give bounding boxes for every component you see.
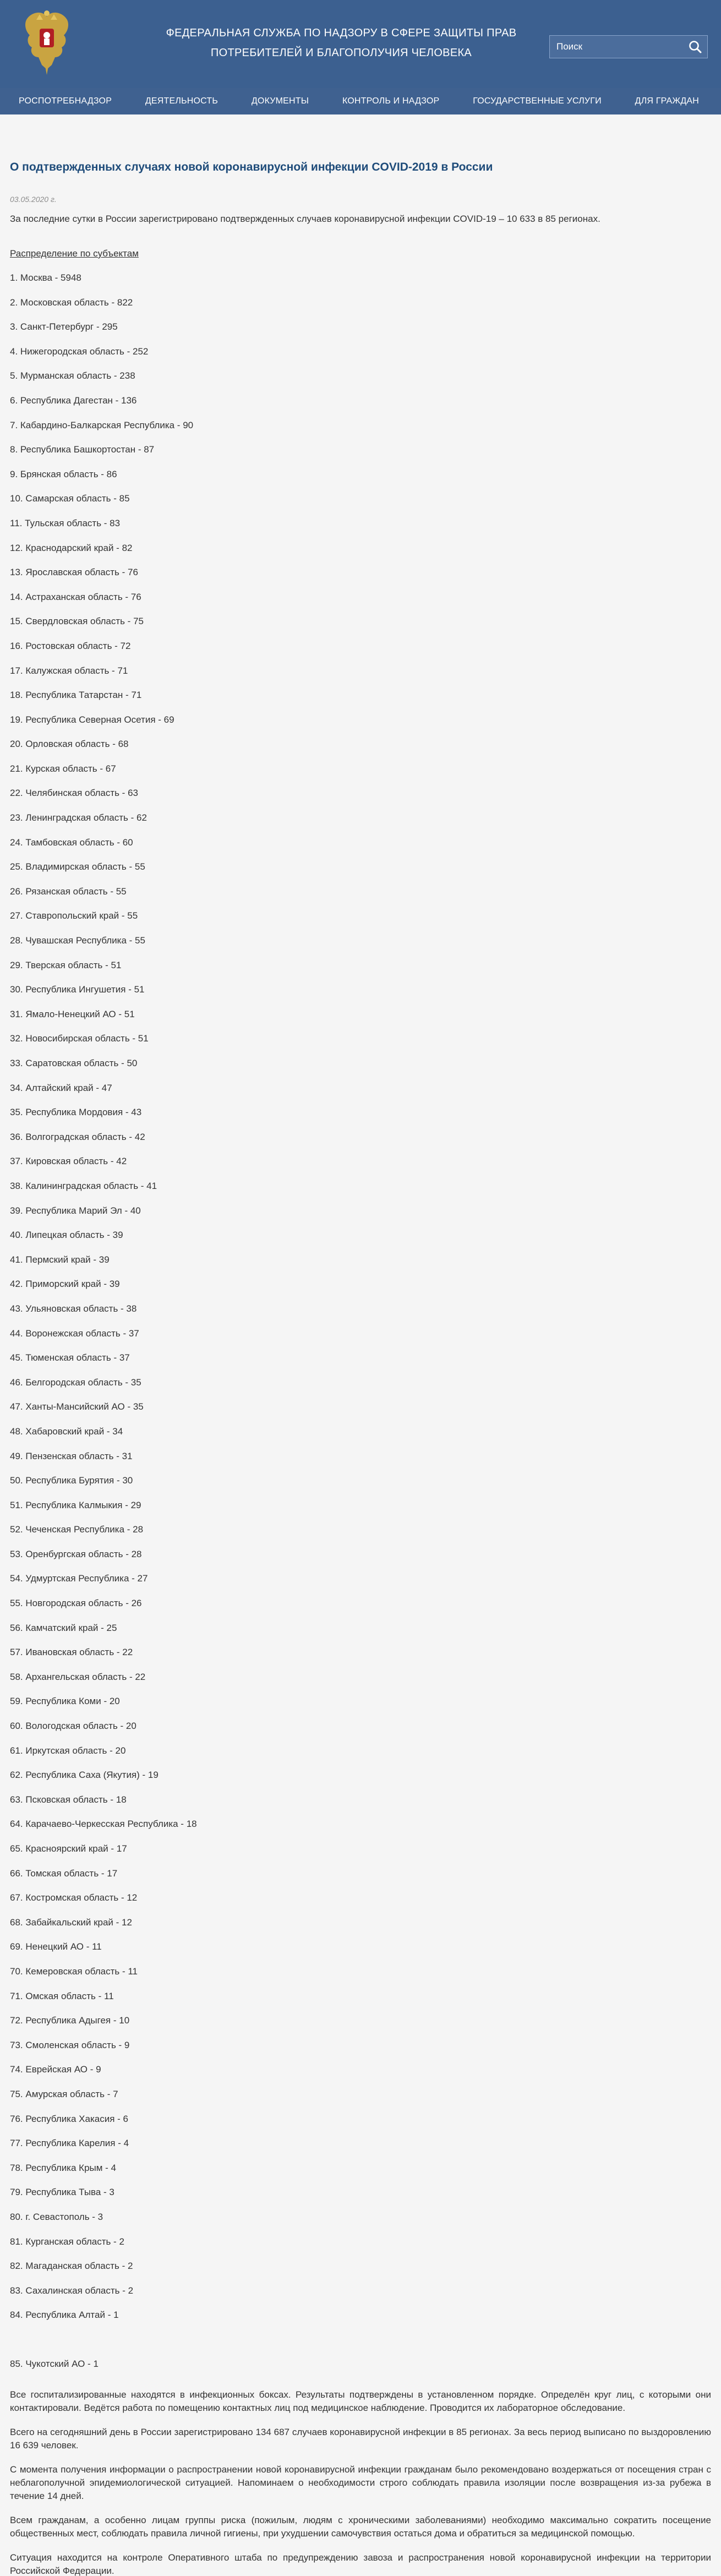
region-item: 6. Республика Дагестан - 136 (10, 395, 137, 406)
region-item: 39. Республика Марий Эл - 40 (10, 1205, 141, 1216)
nav-item-control[interactable]: КОНТРОЛЬ И НАДЗОР (342, 96, 440, 106)
region-item: 64. Карачаево-Черкесская Республика - 18 (10, 1819, 197, 1830)
region-item: 81. Курганская область - 2 (10, 2236, 124, 2247)
region-item: 85. Чукотский АО - 1 (10, 2359, 99, 2370)
region-item: 70. Кемеровская область - 11 (10, 1966, 138, 1977)
article-paragraph: Ситуация находится на контроле Оперативного штаба по предупреждению завоза и распространения новой коронавирусной инфекции на территории Российской Федерации. (10, 2552, 711, 2576)
region-item: 82. Магаданская область - 2 (10, 2261, 133, 2272)
region-item: 15. Свердловская область - 75 (10, 616, 144, 627)
region-item: 78. Республика Крым - 4 (10, 2162, 117, 2173)
region-item: 28. Чувашская Республика - 55 (10, 935, 145, 946)
article-paragraph: Все госпитализированные находятся в инфекционных боксах. Результаты подтверждены в установленном порядке. Определён круг лиц, с которыми они контактировали. Ведётся работа по помещению контактных лиц под медицинское наблюдение. Проводится их лабораторное обследование. (10, 2389, 711, 2414)
region-item: 84. Республика Алтай - 1 (10, 2310, 119, 2321)
region-item: 69. Ненецкий АО - 11 (10, 1941, 102, 1952)
regions-subhead: Распределение по субъектам (10, 248, 139, 259)
nav-item-activity[interactable]: ДЕЯТЕЛЬНОСТЬ (145, 96, 219, 106)
region-item: 47. Ханты-Мансийский АО - 35 (10, 1401, 144, 1412)
region-item: 41. Пермский край - 39 (10, 1254, 110, 1265)
region-item (10, 2334, 711, 2359)
region-item: 73. Смоленская область - 9 (10, 2039, 130, 2050)
region-item: 68. Забайкальский край - 12 (10, 1917, 132, 1928)
region-item: 27. Ставропольский край - 55 (10, 910, 138, 921)
region-item: 30. Республика Ингушетия - 51 (10, 984, 145, 995)
region-item: 50. Республика Бурятия - 30 (10, 1475, 133, 1486)
region-item: 24. Тамбовская область - 60 (10, 837, 133, 848)
region-item: 45. Тюменская область - 37 (10, 1352, 130, 1363)
region-item: 31. Ямало-Ненецкий АО - 51 (10, 1008, 135, 1019)
region-item: 4. Нижегородская область - 252 (10, 346, 149, 357)
region-item: 75. Амурская область - 7 (10, 2088, 118, 2099)
region-item: 58. Архангельская область - 22 (10, 1671, 146, 1682)
region-item: 1. Москва - 5948 (10, 272, 81, 283)
region-item: 71. Омская область - 11 (10, 1990, 114, 2001)
region-item: 13. Ярославская область - 76 (10, 567, 138, 578)
region-item: 54. Удмуртская Республика - 27 (10, 1573, 148, 1584)
region-item: 16. Ростовская область - 72 (10, 640, 131, 651)
region-item: 23. Ленинградская область - 62 (10, 812, 147, 823)
regions-list (10, 272, 711, 2383)
region-item: 74. Еврейская АО - 9 (10, 2064, 101, 2075)
region-item: 17. Калужская область - 71 (10, 665, 128, 676)
region-item: 60. Вологодская область - 20 (10, 1721, 136, 1732)
header-top (0, 0, 721, 88)
article (0, 160, 721, 2576)
region-item: 18. Республика Татарстан - 71 (10, 690, 142, 701)
article-date: 03.05.2020 г. (10, 195, 57, 204)
region-item: 62. Республика Саха (Якутия) - 19 (10, 1770, 159, 1781)
region-item: 2. Московская область - 822 (10, 297, 133, 308)
region-item: 32. Новосибирская область - 51 (10, 1033, 149, 1044)
region-item: 3. Санкт-Петербург - 295 (10, 321, 118, 332)
region-item: 12. Краснодарский край - 82 (10, 542, 133, 553)
region-item: 34. Алтайский край - 47 (10, 1082, 112, 1093)
region-item: 8. Республика Башкортостан - 87 (10, 444, 155, 455)
region-item: 29. Тверская область - 51 (10, 959, 122, 970)
article-title: О подтвержденных случаях новой коронавирусной инфекции COVID-2019 в России (10, 161, 493, 173)
region-item: 53. Оренбургская область - 28 (10, 1548, 142, 1559)
nav-item-services[interactable]: ГОСУДАРСТВЕННЫЕ УСЛУГИ (473, 96, 602, 106)
region-item: 61. Иркутская область - 20 (10, 1745, 126, 1756)
region-item: 79. Республика Тыва - 3 (10, 2187, 114, 2198)
nav-item-rospotrebnadzor[interactable]: РОСПОТРЕБНАДЗОР (19, 96, 112, 106)
region-item: 43. Ульяновская область - 38 (10, 1303, 137, 1314)
search-icon[interactable] (687, 39, 703, 54)
region-item: 38. Калининградская область - 41 (10, 1180, 157, 1191)
region-item: 59. Республика Коми - 20 (10, 1696, 120, 1707)
region-item: 33. Саратовская область - 50 (10, 1058, 138, 1068)
region-item: 72. Республика Адыгея - 10 (10, 2015, 130, 2026)
region-item: 26. Рязанская область - 55 (10, 886, 127, 897)
region-item: 19. Республика Северная Осетия - 69 (10, 714, 174, 725)
region-item: 20. Орловская область - 68 (10, 739, 129, 750)
region-item: 10. Самарская область - 85 (10, 493, 130, 504)
region-item: 35. Республика Мордовия - 43 (10, 1107, 142, 1118)
region-item: 44. Воронежская область - 37 (10, 1328, 139, 1339)
region-item: 46. Белгородская область - 35 (10, 1377, 141, 1388)
search-box (549, 35, 708, 58)
region-item: 65. Красноярский край - 17 (10, 1843, 127, 1854)
region-item: 7. Кабардино-Балкарская Республика - 90 (10, 419, 194, 430)
nav-item-citizens[interactable]: ДЛЯ ГРАЖДАН (635, 96, 699, 106)
region-item: 77. Республика Карелия - 4 (10, 2138, 129, 2149)
emblem-icon[interactable] (20, 4, 74, 81)
region-item: 66. Томская область - 17 (10, 1868, 118, 1879)
region-item: 40. Липецкая область - 39 (10, 1230, 123, 1241)
region-item: 37. Кировская область - 42 (10, 1156, 127, 1167)
region-item: 80. г. Севастополь - 3 (10, 2211, 103, 2222)
search-input[interactable] (550, 36, 682, 58)
region-item: 21. Курская область - 67 (10, 763, 116, 774)
article-paragraph: Всем гражданам, а особенно лицам группы риска (пожилым, людям с хроническими заболеваниями) необходимо максимально сократить посещение общественных мест, соблюдать правила личной гигиены, при ухудшении самочувствия остаться дома и обратиться за медицинской помощью. (10, 2515, 711, 2539)
site-title[interactable]: ФЕДЕРАЛЬНАЯ СЛУЖБА ПО НАДЗОРУ В СФЕРЕ ЗАЩИТЫ ПРАВ ПОТРЕБИТЕЛЕЙ И БЛАГОПОЛУЧИЯ ЧЕЛОВЕКА (166, 27, 517, 59)
region-item: 52. Чеченская Республика - 28 (10, 1524, 144, 1535)
region-item: 36. Волгоградская область - 42 (10, 1131, 145, 1142)
article-lead: За последние сутки в России зарегистрировано подтвержденных случаев коронавирусной инфекции COVID-19 – 10 633 в 85 регионах. (10, 214, 600, 224)
region-item: 67. Костромская область - 12 (10, 1892, 138, 1903)
region-item: 5. Мурманская область - 238 (10, 370, 135, 381)
region-item: 42. Приморский край - 39 (10, 1279, 120, 1290)
region-item: 14. Астраханская область - 76 (10, 591, 141, 602)
region-item: 51. Республика Калмыкия - 29 (10, 1499, 141, 1510)
region-item: 83. Сахалинская область - 2 (10, 2285, 134, 2296)
region-item: 11. Тульская область - 83 (10, 517, 121, 528)
region-item: 63. Псковская область - 18 (10, 1794, 127, 1805)
article-paragraph: С момента получения информации о распространении новой коронавирусной инфекции гражданам было рекомендовано воздержаться от посещения стран с неблагополучной эпидемиологической ситуацией. Напоминаем о необходимости строго соблюдать правила изоляции после возвращения из-за рубежа в течение 14 дней. (10, 2464, 711, 2502)
region-item: 49. Пензенская область - 31 (10, 1450, 133, 1461)
region-item: 25. Владимирская область - 55 (10, 861, 145, 872)
article-body (10, 2388, 711, 2576)
article-paragraph: Всего на сегодняшний день в России зарегистрировано 134 687 случаев коронавирусной инфекции в 85 регионах. За весь период выписано по выздоровлению 16 639 человек. (10, 2427, 711, 2451)
region-item: 48. Хабаровский край - 34 (10, 1426, 123, 1437)
site-header (0, 0, 721, 114)
region-item: 22. Челябинская область - 63 (10, 788, 138, 799)
region-item: 57. Ивановская область - 22 (10, 1647, 133, 1658)
region-item: 56. Камчатский край - 25 (10, 1622, 117, 1633)
region-item: 55. Новгородская область - 26 (10, 1598, 142, 1609)
region-item: 76. Республика Хакасия - 6 (10, 2113, 128, 2124)
nav-item-documents[interactable]: ДОКУМЕНТЫ (251, 96, 309, 106)
main-nav (0, 88, 721, 114)
region-item: 9. Брянская область - 86 (10, 468, 117, 479)
